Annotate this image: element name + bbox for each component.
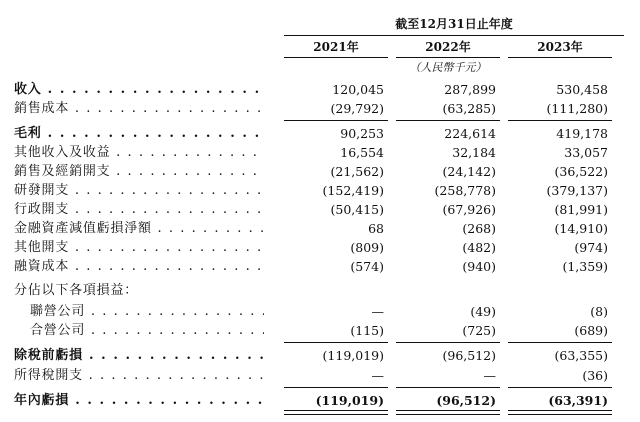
value-2022: (940) (462, 259, 496, 274)
table-row (0, 80, 640, 99)
row-label: 所得稅開支 . . . (14, 366, 264, 385)
table-row (0, 162, 640, 181)
table-row (0, 124, 640, 143)
value-2023: 419,178 (556, 126, 608, 141)
value-2023: (8) (590, 304, 608, 319)
value-2023: (36) (582, 368, 608, 383)
total-double-rule (396, 410, 500, 415)
value-2021: (50,415) (330, 202, 384, 217)
table-row (0, 99, 640, 118)
value-2023: (81,991) (554, 202, 608, 217)
column-header-2023: 2023年 (537, 40, 583, 54)
period-rule (284, 35, 624, 36)
row-label: 聯營公司 . . . (30, 302, 264, 321)
subtotal-rule (284, 387, 388, 388)
value-2023: (14,910) (554, 221, 608, 236)
table-row (0, 257, 640, 276)
table-row (0, 200, 640, 219)
row-label: 收入 . . . (14, 80, 264, 99)
subtotal-rule (396, 387, 500, 388)
subtotal-rule (284, 120, 388, 121)
row-label: 行政開支 . . . (14, 200, 264, 219)
column-rule (284, 57, 388, 58)
value-2023: (689) (574, 323, 608, 338)
value-2022: (67,926) (442, 202, 496, 217)
value-2021: 90,253 (340, 126, 384, 141)
value-2021: (152,419) (322, 183, 384, 198)
value-2021: 68 (368, 221, 384, 236)
row-label: 其他收入及收益 . . . (14, 143, 264, 162)
value-2021: (21,562) (330, 164, 384, 179)
value-2022: (482) (462, 240, 496, 255)
value-2021: (809) (350, 240, 384, 255)
value-2021: (574) (350, 259, 384, 274)
value-2022: (96,512) (442, 348, 496, 363)
table-row (0, 238, 640, 257)
value-2022: — (483, 368, 496, 383)
value-2021: — (371, 368, 384, 383)
value-2023: (379,137) (546, 183, 608, 198)
unit-label: （人民幣千元） (409, 61, 487, 74)
column-rule (396, 57, 500, 58)
table-row (0, 281, 640, 300)
table-row (0, 366, 640, 385)
value-2022: 287,899 (444, 82, 496, 97)
table-row (0, 321, 640, 340)
value-2023: (111,280) (546, 101, 608, 116)
value-2023: (36,522) (554, 164, 608, 179)
value-2022: (258,778) (434, 183, 496, 198)
value-2022: (49) (470, 304, 496, 319)
value-2022: 32,184 (452, 145, 496, 160)
value-2023: (63,391) (548, 393, 608, 408)
table-row (0, 391, 640, 410)
table-row (0, 302, 640, 321)
subtotal-rule (508, 387, 612, 388)
table-row (0, 346, 640, 365)
row-label: 銷售及經銷開支 . . . (14, 162, 264, 181)
row-label: 融資成本 . . . (14, 257, 264, 276)
row-label: 年內虧損 . . . (14, 391, 264, 410)
value-2023: 33,057 (564, 145, 608, 160)
value-2021: (29,792) (330, 101, 384, 116)
value-2022: (24,142) (442, 164, 496, 179)
subtotal-rule (396, 342, 500, 343)
total-double-rule (284, 410, 388, 415)
total-double-rule (508, 410, 612, 415)
column-rule (508, 57, 612, 58)
subtotal-rule (508, 120, 612, 121)
table-row (0, 219, 640, 238)
value-2022: (268) (462, 221, 496, 236)
value-2021: 120,045 (332, 82, 384, 97)
row-label: 銷售成本 . . . (14, 99, 264, 118)
subtotal-rule (396, 120, 500, 121)
row-label: 毛利 . . . (14, 124, 264, 143)
value-2023: 530,458 (556, 82, 608, 97)
value-2021: — (371, 304, 384, 319)
column-header-2021: 2021年 (313, 40, 359, 54)
column-header-2022: 2022年 (425, 40, 471, 54)
subtotal-rule (508, 342, 612, 343)
value-2022: (63,285) (442, 101, 496, 116)
period-header: 截至12月31日止年度 (395, 17, 513, 31)
value-2022: (96,512) (436, 393, 496, 408)
value-2021: 16,554 (340, 145, 384, 160)
value-2022: (725) (462, 323, 496, 338)
value-2023: (974) (574, 240, 608, 255)
value-2021: (119,019) (322, 348, 384, 363)
subtotal-rule (284, 342, 388, 343)
row-label: 合營公司 . . . (30, 321, 264, 340)
row-label: 其他開支 . . . (14, 238, 264, 257)
row-label: 金融資產減值虧損淨額 . . . (14, 219, 264, 238)
value-2023: (63,355) (554, 348, 608, 363)
table-row (0, 181, 640, 200)
value-2022: 224,614 (444, 126, 496, 141)
value-2023: (1,359) (562, 259, 608, 274)
row-label: 除稅前虧損 . . . (14, 346, 264, 365)
value-2021: (115) (350, 323, 384, 338)
row-label: 分佔以下各項損益： (14, 283, 139, 298)
value-2021: (119,019) (315, 393, 384, 408)
row-label: 研發開支 . . . (14, 181, 264, 200)
table-row (0, 143, 640, 162)
